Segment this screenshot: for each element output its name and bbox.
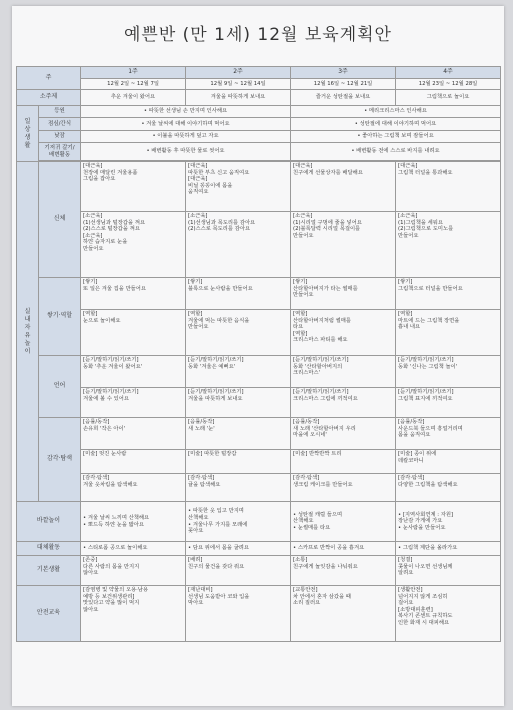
physical-r2-1: [소근육] (1)선생님과 털장갑을 껴요 (2)스스로 털장갑을 껴요 [소근육] 하얀 습자지로 눈을 만들어요 — [81, 212, 186, 278]
daily-life-label: 일상생활 — [24, 117, 31, 149]
lang-r2-2: [듣기/말하기/읽기/쓰기] 겨울을 따뜻하게 보내요 — [186, 388, 291, 418]
basic-life-3: [소통] 친구에게 놀잇감을 나눠줘요 — [291, 556, 396, 586]
basic-life-4: [청결] 콧물이 나오면 선생님께 알려요 — [396, 556, 501, 586]
page-title: 예쁜반 (만 1세) 12월 보육계획안 — [124, 25, 392, 45]
daily-life-group — [17, 106, 39, 162]
snack-left: • 겨울 날씨에 대해 이야기하며 먹어요 — [81, 118, 291, 131]
dates-3: 12월 16일 ~ 12월 21일 — [291, 79, 396, 90]
sens-r1-2: [음률/동작] 새 노래 '눈' — [186, 418, 291, 450]
physical-r2-3: [소근육] (1)시리얼 구멍에 줄을 넣어요 (2)블록달력 시리얼 목걸이를 만들어요 — [291, 212, 396, 278]
diaper-right: • 배변활동 전에 스스로 바지를 내려요 — [291, 143, 501, 161]
dates-2: 12월 9일 ~ 12월 14일 — [186, 79, 291, 90]
sens-r2-1: [미술] 멋진 눈사람 — [81, 450, 186, 474]
basic-life-1: [존중] 다른 사람의 몸을 만지지 않아요 — [81, 556, 186, 586]
large-group-2: • 담요 위에서 몸을 굴려요 — [186, 542, 291, 556]
nap-left: • 이불을 따뜻하게 덮고 자요 — [81, 131, 291, 143]
sens-r3-2: [감각·탐색] 귤을 탐색해요 — [186, 474, 291, 502]
sensory-label: 감각·탐색 — [39, 418, 81, 502]
dates-4: 12월 23일 ~ 12월 28일 — [396, 79, 501, 90]
indoor-group — [17, 162, 39, 502]
lang-r1-3: [듣기/말하기/읽기/쓰기] 동화 '산타할아버지의 크리스마스' — [291, 356, 396, 388]
week-3: 3주 — [291, 67, 396, 79]
outdoor-1: • 겨울 날씨 느끼며 산책해요 • 뽀드득 하얀 눈을 밟아요 — [81, 502, 186, 542]
role-r2-4: [역할] 마트에 드는 그림책 장면을 흉내 내요 — [396, 310, 501, 356]
lang-r1-2: [듣기/말하기/읽기/쓰기] 동화 '겨울은 예뻐요' — [186, 356, 291, 388]
safety-4: [생활안전] 넘어지지 않게 조심히 걸어요 [소방대피훈련] 복사기 콘센트 규칙하도 인한 화재 시 대피해요 — [396, 586, 501, 642]
subtheme-2: 겨울을 따뜻하게 보내요 — [186, 90, 291, 106]
dates-1: 12월 2일 ~ 12월 7일 — [81, 79, 186, 90]
diaper-label: 기저귀 갈기/배변활동 — [39, 143, 81, 161]
nap-label: 낮잠 — [39, 131, 81, 143]
lang-r1-1: [듣기/말하기/읽기/쓰기] 동화 '추운 겨울이 왔어요' — [81, 356, 186, 388]
snack-label: 점심/간식 — [39, 118, 81, 131]
lang-r2-3: [듣기/말하기/읽기/쓰기] 크리스마스 그림에 끼적여요 — [291, 388, 396, 418]
sens-r3-1: [감각·탐색] 겨울 옷차림을 탐색해요 — [81, 474, 186, 502]
arrival-label: 등원 — [39, 106, 81, 118]
block-role-label: 쌓기·역할 — [39, 278, 81, 356]
physical-r2-4: [소근육] (1)그림책을 세워요 (2)그림책으로 도미노를 만들어요 — [396, 212, 501, 278]
lang-r2-4: [듣기/말하기/읽기/쓰기] 그림책 표지에 끼적여요 — [396, 388, 501, 418]
block-r1-2: [쌓기] 블록으로 눈사람을 만들어요 — [186, 278, 291, 310]
role-r2-2: [역할] 겨울에 먹는 따뜻한 음식을 만들어요 — [186, 310, 291, 356]
subtheme-1: 추운 겨울이 왔어요 — [81, 90, 186, 106]
physical-r1-3: [대근육] 친구에게 선물상자를 배달해요 — [291, 162, 396, 212]
lang-r2-1: [듣기/말하기/읽기/쓰기] 겨울에 볼 수 있어요 — [81, 388, 186, 418]
block-r1-1: [쌓기] 또 일은 겨울 집을 만들어요 — [81, 278, 186, 310]
role-r2-1: [역할] 눈으로 놀이해요 — [81, 310, 186, 356]
outdoor-3: • 성탄절 캐럴 들으며 산책해요 • 눈썰매를 타요 — [291, 502, 396, 542]
outdoor-label: 바깥놀이 — [17, 502, 81, 542]
safety-3: [교통안전] 차 안에서 혼자 삼갔을 때 소리 질러요 — [291, 586, 396, 642]
outdoor-2: • 따뜻한 옷 입고 만지며 산책해요 • 겨울나무 가지를 모래에 꽂아요 — [186, 502, 291, 542]
large-group-4: • 그림책 계단을 올라가요 — [396, 542, 501, 556]
subtheme-3: 즐거운 성탄절을 보내요 — [291, 90, 396, 106]
block-r1-3: [쌓기] 산타할아버지가 타는 썰매를 만들어요 — [291, 278, 396, 310]
sens-r2-3: [미술] 반짝반짝 트리 — [291, 450, 396, 474]
language-label: 언어 — [39, 356, 81, 418]
block-r1-4: [쌓기] 그림책으로 터널을 만들어요 — [396, 278, 501, 310]
sens-r1-1: [음률/동작] 손유희 '작은 아이' — [81, 418, 186, 450]
week-label: 주 — [17, 67, 81, 90]
large-group-3: • 스카프로 반짝이 공을 흉겨요 — [291, 542, 396, 556]
sens-r3-4: [감각·탐색] 다양한 그림책을 탐색해요 — [396, 474, 501, 502]
week-4: 4주 — [396, 67, 501, 79]
safety-1: [감염병 및 약물의 오용·남용 예방 등 보건위생관리] 맛있다고 약을 많이 먹지 않아요 — [81, 586, 186, 642]
plan-table — [16, 66, 501, 642]
physical-r1-2: [대근육] 따뜻한 부츠 신고 움직여요 [대근육] 비닐 꽁꽁이에 몸을 움직여요 — [186, 162, 291, 212]
safety-2: [재난대비] 선생님 도움받아 코와 입을 막아요 — [186, 586, 291, 642]
physical-r2-2: [소근육] (1)선생님과 목도리를 감아요 (2)스스로 목도리를 감아요 — [186, 212, 291, 278]
sens-r3-3: [감각·탐색] 생크림 케이크를 만들어요 — [291, 474, 396, 502]
sens-r1-3: [음률/동작] 새 노래 '산타할아버지 우리 마을에 오시네' — [291, 418, 396, 450]
subtheme-4: 그림책으로 놀이요 — [396, 90, 501, 106]
sens-r2-4: [미술] 종이 위에 데칼코마니 — [396, 450, 501, 474]
indoor-label: 실내자유놀이 — [24, 307, 31, 355]
basic-life-2: [배려] 친구의 물건을 갖다 줘요 — [186, 556, 291, 586]
sens-r2-2: [미술] 따뜻한 털장갑 — [186, 450, 291, 474]
snack-right: • 성탄절에 대해 이야기하며 먹어요 — [291, 118, 501, 131]
document-page — [12, 6, 504, 706]
week-1: 1주 — [81, 67, 186, 79]
safety-label: 안전교육 — [17, 586, 81, 642]
large-group-1: • 스티로폼 공으로 놀이해요 — [81, 542, 186, 556]
sens-r1-4: [음률/동작] 사운드북 들으며 흥얼거리며 몸을 움직여요 — [396, 418, 501, 450]
large-group-label: 대체활동 — [17, 542, 81, 556]
basic-life-label: 기본생활 — [17, 556, 81, 586]
diaper-left: • 배변활동 후 따뜻한 물로 씻어요 — [81, 143, 291, 161]
physical-r1-4: [대근육] 그림책 터널을 통과해요 — [396, 162, 501, 212]
role-r2-3: [역할] 산타할아버지처럼 썰매를 타요 [역할] 크리스마스 파티를 해요 — [291, 310, 396, 356]
arrival-left: • 따뜻한 선생님 손 만지며 인사해요 — [81, 106, 291, 118]
nap-right: • 좋아하는 그림책 보며 잠들어요 — [291, 131, 501, 143]
physical-label: 신체 — [39, 162, 81, 278]
subtheme-label: 소주제 — [17, 90, 81, 106]
arrival-right: • 메리크리스마스 인사해요 — [291, 106, 501, 118]
lang-r1-4: [듣기/말하기/읽기/쓰기] 동화 '신나는 그림책 놀이' — [396, 356, 501, 388]
outdoor-4: • [지역사회연계 : 자원] 장난감 가게에 가요 • 눈사람을 만들어요 — [396, 502, 501, 542]
week-2: 2주 — [186, 67, 291, 79]
physical-r1-1: [대근육] 천장에 매달린 겨울용품 그림을 잡아요 — [81, 162, 186, 212]
